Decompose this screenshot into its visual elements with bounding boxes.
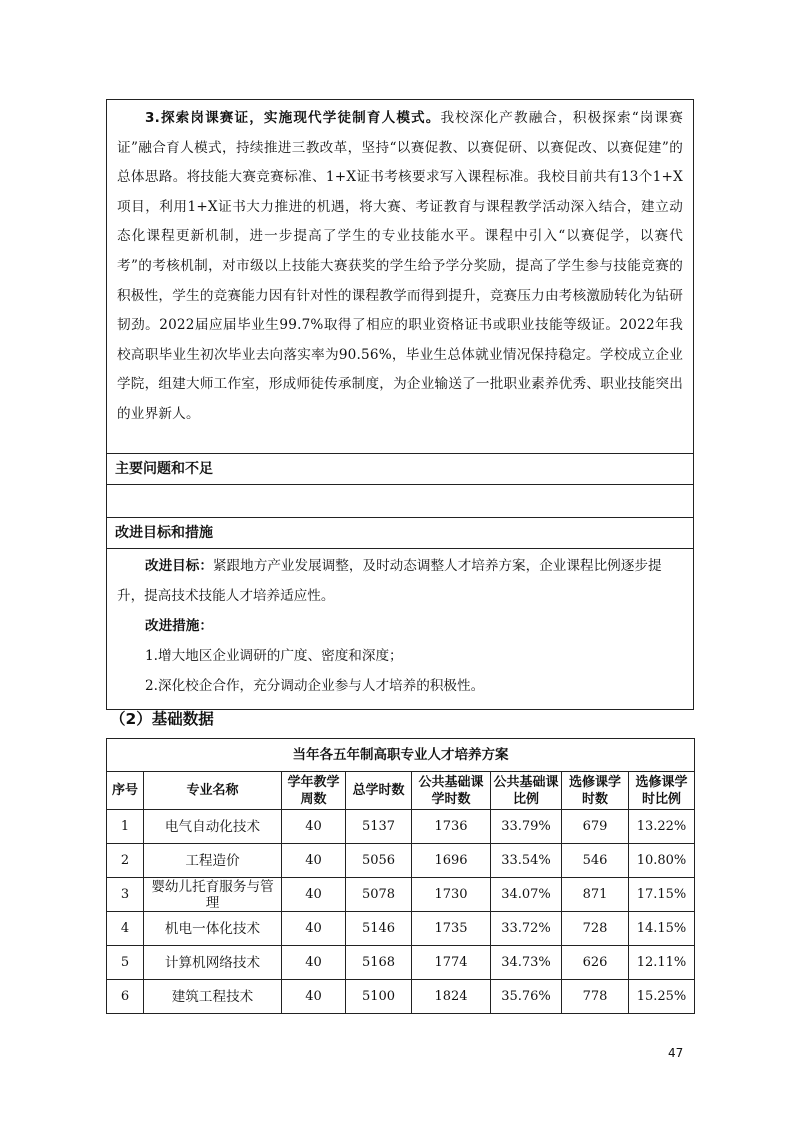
- improvement-content: [107, 549, 693, 709]
- cell-elective-ratio: 10.80%: [629, 844, 695, 878]
- page-number: 47: [668, 1046, 684, 1060]
- table-row: [107, 912, 695, 946]
- cell-elective-ratio: 15.25%: [629, 980, 695, 1014]
- cell-elective-hours: 626: [562, 946, 629, 980]
- header-basic-ratio: 公共基础课比例: [491, 772, 562, 810]
- training-plan-table: [106, 738, 695, 1014]
- goal-label: 改进目标：: [145, 558, 213, 574]
- cell-total-hours: 5137: [346, 810, 412, 844]
- cell-index: 1: [107, 810, 144, 844]
- cell-basic-hours: 1824: [412, 980, 491, 1014]
- cell-basic-hours: 1730: [412, 878, 491, 912]
- cell-basic-hours: 1735: [412, 912, 491, 946]
- practice-lead: 3.探索岗课赛证，实施现代学徒制育人模式。: [145, 110, 441, 126]
- practice-cell: [107, 100, 693, 454]
- problems-content: [107, 485, 693, 518]
- cell-basic-ratio: 33.72%: [491, 912, 562, 946]
- improvement-title: 改进目标和措施: [107, 518, 693, 549]
- cell-basic-hours: 1774: [412, 946, 491, 980]
- cell-index: 6: [107, 980, 144, 1014]
- cell-total-hours: 5168: [346, 946, 412, 980]
- cell-index: 3: [107, 878, 144, 912]
- cell-weeks: 40: [282, 946, 346, 980]
- cell-elective-ratio: 14.15%: [629, 912, 695, 946]
- cell-weeks: 40: [282, 844, 346, 878]
- evaluation-form: [106, 99, 694, 710]
- measures-label: 改进措施：: [145, 618, 213, 634]
- cell-total-hours: 5056: [346, 844, 412, 878]
- cell-elective-hours: 546: [562, 844, 629, 878]
- cell-basic-hours: 1696: [412, 844, 491, 878]
- header-elective-hours: 选修课学时数: [562, 772, 629, 810]
- problems-title: 主要问题和不足: [107, 454, 693, 485]
- cell-elective-hours: 778: [562, 980, 629, 1014]
- header-total-hours: 总学时数: [346, 772, 412, 810]
- cell-major: 机电一体化技术: [144, 912, 282, 946]
- cell-index: 2: [107, 844, 144, 878]
- header-index: 序号: [107, 772, 144, 810]
- header-weeks: 学年教学周数: [282, 772, 346, 810]
- cell-basic-ratio: 34.73%: [491, 946, 562, 980]
- cell-index: 4: [107, 912, 144, 946]
- table-row: [107, 878, 695, 912]
- table-caption: 当年各五年制高职专业人才培养方案: [107, 739, 695, 772]
- cell-basic-ratio: 35.76%: [491, 980, 562, 1014]
- table-row: [107, 844, 695, 878]
- cell-weeks: 40: [282, 912, 346, 946]
- cell-basic-ratio: 33.54%: [491, 844, 562, 878]
- cell-basic-ratio: 34.07%: [491, 878, 562, 912]
- cell-major: 婴幼儿托育服务与管理: [144, 878, 282, 912]
- cell-major: 工程造价: [144, 844, 282, 878]
- measure-item: 1.增大地区企业调研的广度、密度和深度；: [145, 648, 403, 664]
- cell-total-hours: 5100: [346, 980, 412, 1014]
- practice-body: 我校深化产教融合，积极探索“岗课赛证”融合育人模式，持续推进三教改革，坚持“以赛促教、以赛促研、以赛促改、以赛促建”的总体思路。将技能大赛竞赛标准、1+X证书考核要求写入课程标准。我校目前共有13个1+X项目，利用1+X证书大力推进的机遇，将大赛、考证教育与课程教学活动深入结合，建立动态化课程更新机制，进一步提高了学生的专业技能水平。课程中引入“以赛促学，以赛代考”的考核机制，对市级以上技能大赛获奖的学生给予学分奖励，提高了学生参与技能竞赛的积极性，学生的竞赛能力因有针对性的课程教学而得到提升，竞赛压力由考核激励转化为钻研韧劲。2022届应届毕业生99.7%取得了相应的职业资格证书或职业技能等级证。2022年我校高职毕业生初次毕业去向落实率为90.56%，毕业生总体就业情况保持稳定。学校成立企业学院，组建大师工作室，形成师徒传承制度，为企业输送了一批职业素养优秀、职业技能突出的业界新人。: [117, 110, 683, 422]
- section-heading: （2）基础数据: [110, 710, 214, 728]
- cell-elective-ratio: 17.15%: [629, 878, 695, 912]
- cell-elective-hours: 871: [562, 878, 629, 912]
- cell-total-hours: 5078: [346, 878, 412, 912]
- cell-weeks: 40: [282, 810, 346, 844]
- cell-weeks: 40: [282, 980, 346, 1014]
- cell-elective-hours: 728: [562, 912, 629, 946]
- cell-basic-hours: 1736: [412, 810, 491, 844]
- header-major: 专业名称: [144, 772, 282, 810]
- table-row: [107, 946, 695, 980]
- improvement-goal: [117, 551, 683, 611]
- cell-major: 电气自动化技术: [144, 810, 282, 844]
- cell-major: 建筑工程技术: [144, 980, 282, 1014]
- table-row: [107, 810, 695, 844]
- header-elective-ratio: 选修课学时比例: [629, 772, 695, 810]
- goal-text: 紧跟地方产业发展调整，及时动态调整人才培养方案，企业课程比例逐步提升，提高技术技能人才培养适应性。: [117, 558, 662, 604]
- table-row: [107, 980, 695, 1014]
- cell-major: 计算机网络技术: [144, 946, 282, 980]
- cell-weeks: 40: [282, 878, 346, 912]
- table-header-row: [107, 772, 695, 810]
- measure-item: 2.深化校企合作，充分调动企业参与人才培养的积极性。: [145, 678, 485, 694]
- practice-paragraph: [107, 100, 693, 430]
- cell-elective-ratio: 13.22%: [629, 810, 695, 844]
- cell-index: 5: [107, 946, 144, 980]
- header-basic-hours: 公共基础课学时数: [412, 772, 491, 810]
- cell-elective-ratio: 12.11%: [629, 946, 695, 980]
- cell-elective-hours: 679: [562, 810, 629, 844]
- cell-basic-ratio: 33.79%: [491, 810, 562, 844]
- cell-total-hours: 5146: [346, 912, 412, 946]
